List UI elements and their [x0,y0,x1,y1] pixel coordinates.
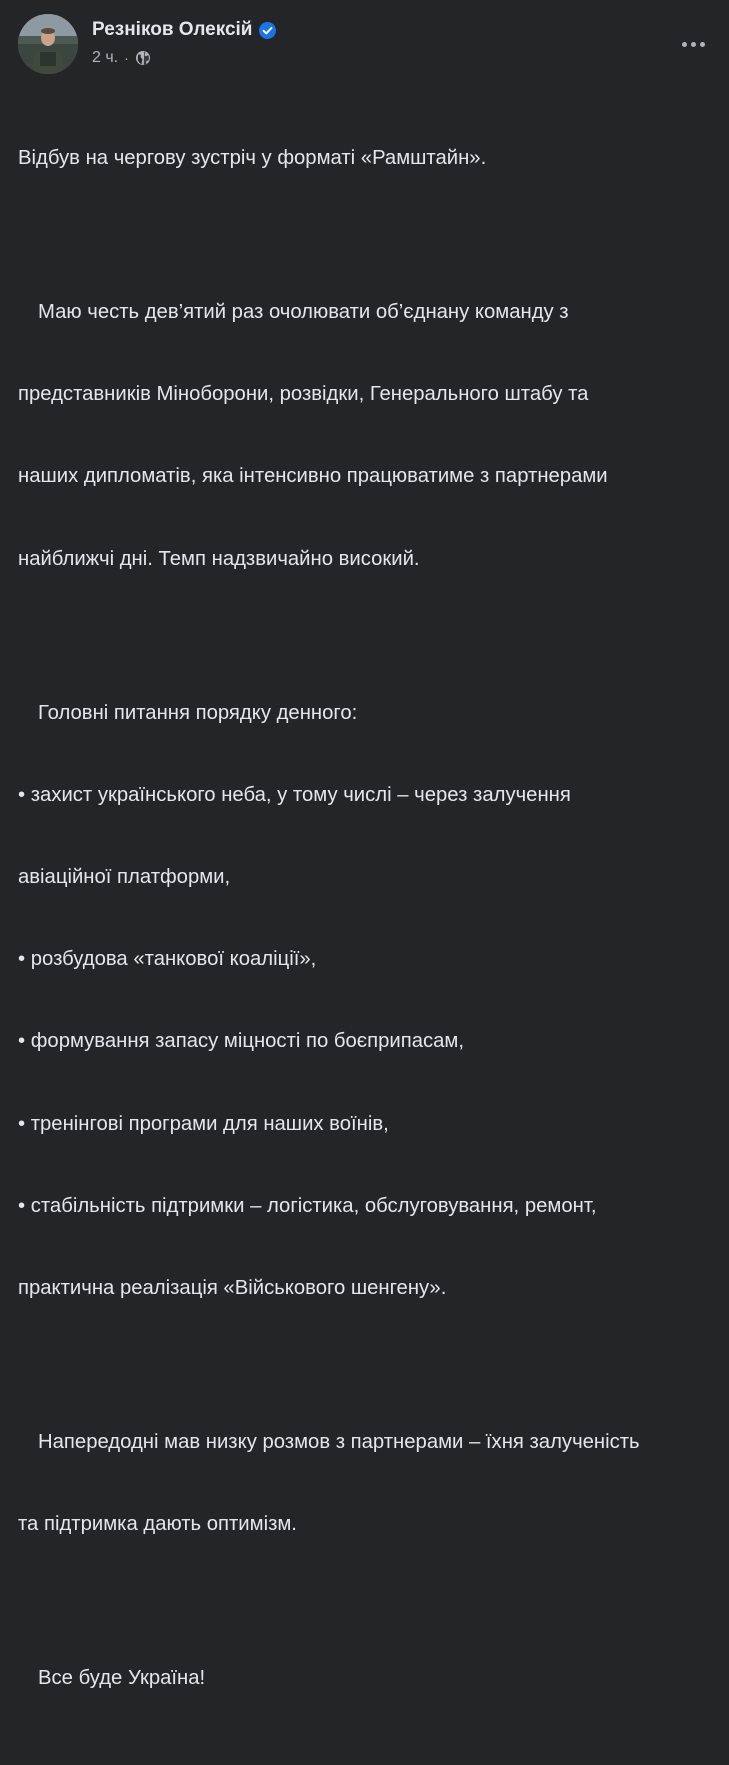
list-item: • захист українського неба, у тому числі – через залучення [18,783,571,806]
text-line: практична реалізація «Військового шенгену». [18,1277,447,1300]
more-options-button[interactable] [675,26,711,62]
globe-icon[interactable] [135,50,151,66]
text-line: найближчі дні. Темп надзвичайно високий. [18,547,420,570]
post-paragraph-5 [18,1611,718,1748]
list-item: • стабільність підтримки – логістика, обслуговування, ремонт, [18,1194,597,1217]
text-line: авіаційної платформи, [18,865,231,888]
text-line: Відбув на чергову зустріч у форматі «Рамштайн». [18,146,487,169]
post-meta [92,48,276,68]
post-paragraph-2 [18,244,718,628]
list-item: • тренінгові програми для наших воїнів, [18,1112,389,1135]
text-line: наших дипломатів, яка інтенсивно працюватиме з партнерами [18,465,608,488]
author-row [92,18,276,42]
text-line: та підтримка дають оптимізм. [18,1513,297,1536]
text-line: представників Міноборони, розвідки, Генерального штабу та [18,383,589,406]
post-header [18,14,711,74]
meta-separator: · [124,50,129,66]
more-horizontal-icon [682,42,705,47]
author-name[interactable]: Резніков Олексій [92,19,253,40]
post-paragraph-1 [18,90,718,227]
list-item: • розбудова «танкової коаліції», [18,948,317,971]
post-paragraph-4 [18,1374,718,1593]
author-block [92,18,276,68]
post-paragraph-3 [18,645,718,1358]
author-avatar[interactable] [18,14,78,74]
text-line: Головні питання порядку денного: [38,701,358,724]
avatar-photo [18,14,78,74]
post-timestamp[interactable]: 2 ч. [92,49,119,66]
post-text [18,90,718,1765]
text-line: Все буде Україна! [38,1667,206,1690]
text-line: Напередодні мав низку розмов з партнерами – їхня залученість [38,1431,640,1454]
verified-badge-icon [259,22,276,39]
text-line: Маю честь дев’ятий раз очолювати об’єднану команду з [38,300,569,323]
list-item: • формування запасу міцності по боєприпасам, [18,1030,464,1053]
